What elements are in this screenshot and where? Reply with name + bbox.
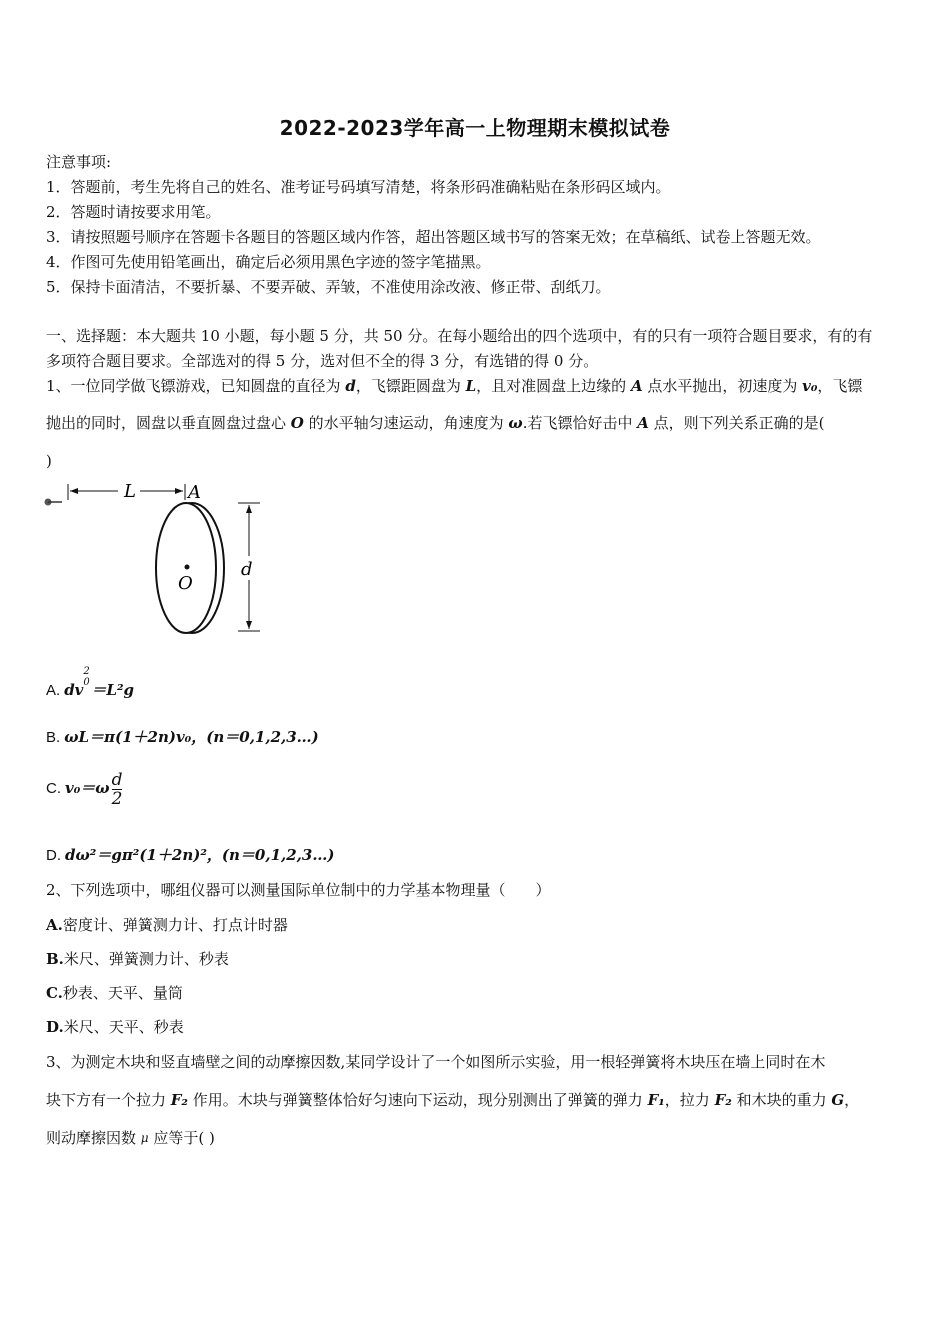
var-A: A	[637, 414, 649, 432]
notice-item: 1．答题前，考生先将自己的姓名、准考证号码填写清楚，将条形码准确粘贴在条形码区域内。	[46, 178, 671, 196]
q2-stem: 2、下列选项中，哪组仪器可以测量国际单位制中的力学基本物理量（ ）	[46, 881, 551, 899]
q3-stem-line2: 块下方有一个拉力 F₂ 作用。木块与弹簧整体恰好匀速向下运动，现分别测出了弹簧的弹力 F₁，拉力 F₂ 和木块的重力 G，	[46, 1091, 860, 1109]
notice-item: 5．保持卡面清洁，不要折暴、不要弄破、弄皱，不准使用涂改液、修正带、刮纸刀。	[46, 278, 611, 296]
q1-option-a[interactable]: A. dv 2 0 ＝L²g	[46, 666, 135, 699]
var-mu: μ	[140, 1131, 149, 1145]
notice-item: 3．请按照题号顺序在答题卡各题目的答题区域内作答，超出答题区域书写的答案无效；在草稿纸、试卷上答题无效。	[46, 228, 821, 246]
fraction-d-over-2: $\frac{d}{2}$	[111, 769, 123, 809]
section-instructions-line1: 一、选择题：本大题共 10 小题，每小题 5 分，共 50 分。在每小题给出的四个选项中，有的只有一项符合题目要求，有的有	[46, 327, 873, 345]
q3-stem-line1: 3、为测定木块和竖直墙壁之间的动摩擦因数,某同学设计了一个如图所示实验，用一根轻弹簧将木块压在墙上同时在木	[46, 1053, 826, 1071]
var-v0: v₀	[802, 377, 818, 395]
q1-stem-line1: 1、一位同学做飞镖游戏，已知圆盘的直径为 d，飞镖距圆盘为 L，且对准圆盘上边缘的 A 点水平抛出，初速度为 v₀，飞镖	[46, 377, 863, 395]
label-d: d	[241, 559, 253, 580]
q1-stem-line3: )	[46, 452, 52, 470]
dartboard-figure	[40, 476, 270, 641]
notice-item: 2．答题时请按要求用笔。	[46, 203, 221, 221]
page-title: 2022-2023学年高一上物理期末模拟试卷	[279, 116, 671, 140]
q2-option-d[interactable]: D.米尺、天平、秒表	[46, 1018, 184, 1036]
section-instructions-line2: 多项符合题目要求。全部选对的得 5 分，选对但不全的得 3 分，有选错的得 0 分。	[46, 352, 599, 370]
disk-center	[185, 565, 190, 570]
var-A: A	[630, 377, 643, 395]
q1-stem-line2: 抛出的同时，圆盘以垂直圆盘过盘心 O 的水平轴匀速运动，角速度为 ω.若飞镖恰好击中 A 点，则下列关系正确的是(	[46, 414, 825, 432]
notice-item: 4．作图可先使用铅笔画出，确定后必须用黑色字迹的签字笔描黑。	[46, 253, 491, 271]
q1-option-d[interactable]: D. dω²＝gπ²(1＋2n)²，(n＝0,1,2,3…)	[46, 846, 335, 864]
label-O: O	[178, 573, 193, 594]
var-omega: ω	[508, 414, 523, 432]
notice-heading: 注意事项:	[46, 153, 112, 171]
q1-option-c[interactable]: C. v₀＝ω $\frac{d}{2}$	[46, 769, 123, 809]
var-L: L	[465, 377, 477, 395]
q2-option-c[interactable]: C.秒表、天平、量筒	[46, 984, 183, 1002]
label-L: L	[124, 481, 136, 502]
q2-option-a[interactable]: A.密度计、弹簧测力计、打点计时器	[46, 916, 288, 934]
var-O: O	[290, 414, 304, 432]
var-d: d	[345, 377, 356, 395]
q1-option-b[interactable]: B. ωL＝π(1＋2n)v₀，(n＝0,1,2,3…)	[46, 728, 319, 746]
q2-option-b[interactable]: B.米尺、弹簧测力计、秒表	[46, 950, 229, 968]
label-A: A	[188, 482, 201, 503]
q3-stem-line3: 则动摩擦因数 $^\mu$ 应等于( )	[46, 1129, 215, 1147]
